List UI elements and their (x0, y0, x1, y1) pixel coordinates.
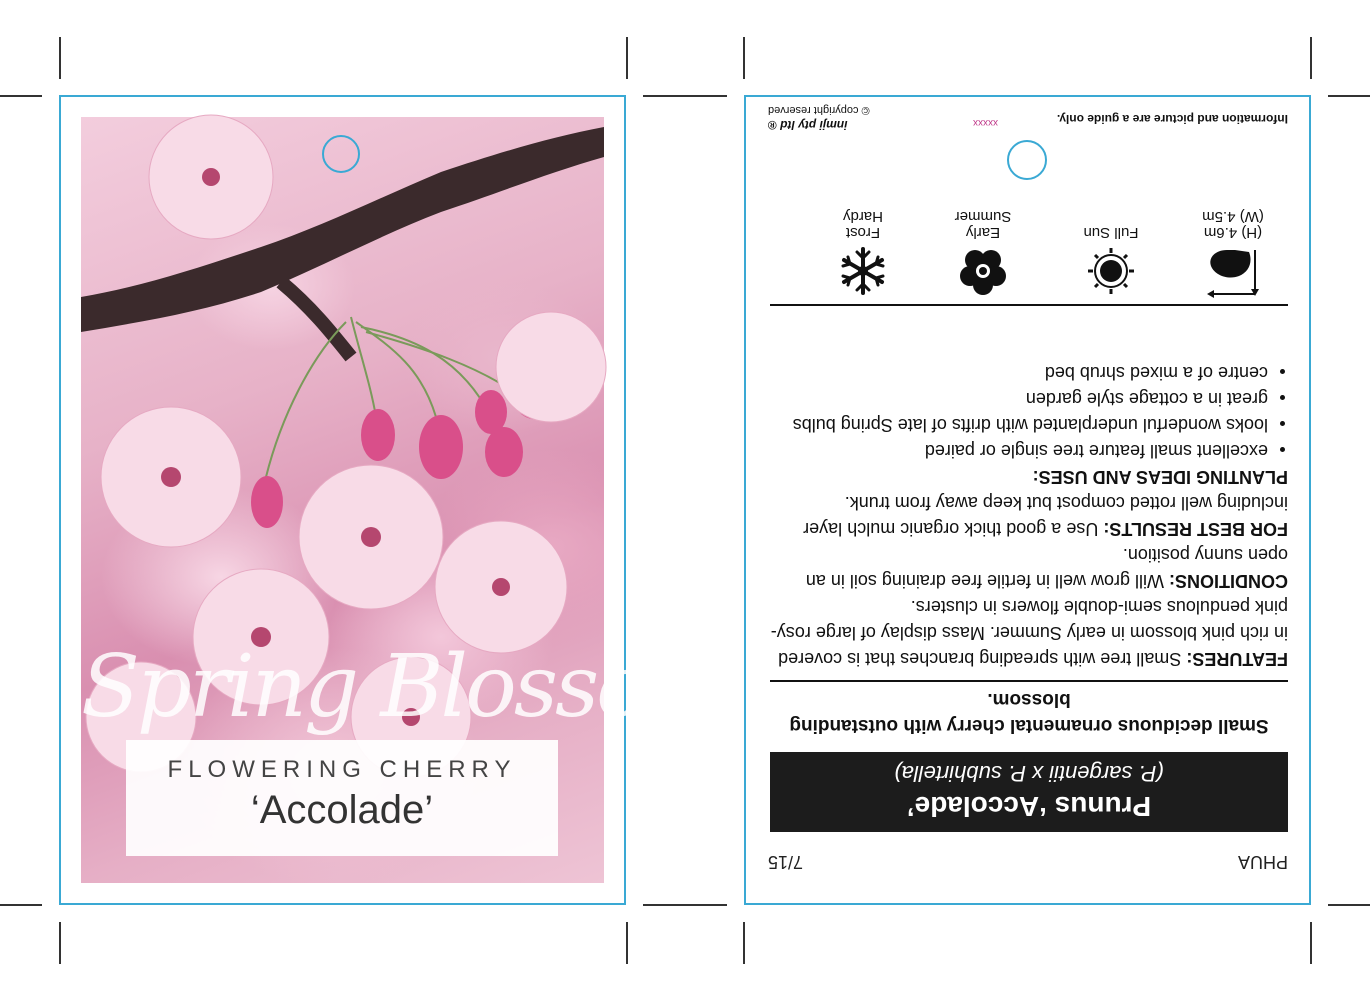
width-text: (W) 4.5m (1202, 208, 1264, 225)
crop-mark (1328, 904, 1370, 906)
hang-hole-front (322, 135, 360, 173)
sun-icon (1086, 246, 1136, 296)
blossom-photo (81, 117, 724, 883)
summary: Small deciduous ornamental cherry with outstanding blossom. (789, 689, 1269, 736)
code-row (768, 851, 1288, 872)
common-name-line1: FLOWERING CHERRY (167, 756, 517, 783)
season-info (928, 208, 1038, 296)
copyright: © copyright reserved (768, 104, 870, 116)
botanical-name: Prunus ‘Accolade’ (906, 791, 1152, 822)
print-date-code: 7/15 (768, 852, 804, 872)
divider (770, 304, 1288, 306)
back-card (746, 96, 1310, 904)
snowflake-icon (838, 246, 888, 296)
list-item: • looks wonderful underplanted with drifts of late Spring bulbs (770, 412, 1268, 438)
back-card-rotated-content (746, 96, 1310, 904)
product-code: PHUA (1237, 852, 1288, 872)
tree-size-icon (1203, 246, 1263, 296)
height-text: (H) 4.6m (1203, 224, 1263, 241)
frost-text-1: Frost (845, 224, 881, 241)
care-icons (770, 186, 1288, 296)
crop-mark (0, 904, 42, 906)
crop-mark (743, 37, 745, 79)
divider (770, 680, 1288, 682)
conditions-label: CONDITIONS: (1169, 571, 1288, 591)
parentage: (P. sargentii x P. subhirtella) (894, 761, 1164, 786)
list-item: • excellent small feature tree single or paired (770, 438, 1268, 464)
planting-list (770, 360, 1288, 464)
best-results-paragraph (770, 490, 1288, 542)
crop-mark (626, 37, 628, 79)
planting-label: PLANTING IDEAS AND USES: (1032, 467, 1288, 487)
guide-disclaimer: Information and picture are a guide only. (1056, 112, 1288, 126)
crop-mark (1310, 922, 1312, 964)
crop-mark (743, 922, 745, 964)
common-name-box (126, 740, 558, 856)
size-info (1178, 208, 1288, 296)
brand-name: inmji pty ltd ® (768, 118, 848, 132)
sun-info (1056, 224, 1166, 296)
crop-mark (0, 95, 42, 97)
best-results-label: FOR BEST RESULTS: (1103, 519, 1288, 539)
conditions-paragraph (770, 542, 1288, 594)
frost-info (808, 208, 918, 296)
crop-mark (1310, 37, 1312, 79)
features-text: Small tree with spreading branches that is covered in rich pink blossom in early Summer. Mass display of large rosy-pink pendulous semi-double flowers in clusters. (770, 597, 1288, 669)
features-paragraph (770, 594, 1288, 672)
crop-mark (1328, 95, 1370, 97)
print-marker: xxxxx (973, 117, 998, 128)
crop-mark (59, 922, 61, 964)
brand (768, 102, 870, 132)
list-item: • great in a cottage style garden (770, 386, 1268, 412)
crop-mark (626, 922, 628, 964)
crop-mark (643, 904, 727, 906)
season-text-1: Early (965, 224, 1001, 241)
conditions-text: Will grow well in fertile free draining soil in an open sunny position. (805, 545, 1288, 591)
best-results-text: Use a good thick organic mulch layer including well rotted compost but keep away from trunk. (803, 493, 1288, 539)
hang-hole-back (1007, 140, 1047, 180)
season-text-2: Summer (954, 208, 1012, 225)
features-label: FEATURES: (1186, 649, 1288, 669)
description (770, 360, 1288, 672)
frost-text-2: Hardy (843, 208, 884, 225)
botanical-name-bar (770, 752, 1288, 832)
planting-heading (770, 464, 1288, 490)
crop-mark (59, 37, 61, 79)
sun-text: Full Sun (1083, 224, 1139, 241)
cultivar-name: ‘Accolade’ (250, 788, 434, 832)
flower-icon (958, 246, 1008, 296)
list-item: • centre of a mixed shrub bed (770, 360, 1268, 386)
crop-mark (643, 95, 727, 97)
spring-blossom-script-title: Spring Blossom (81, 637, 724, 737)
